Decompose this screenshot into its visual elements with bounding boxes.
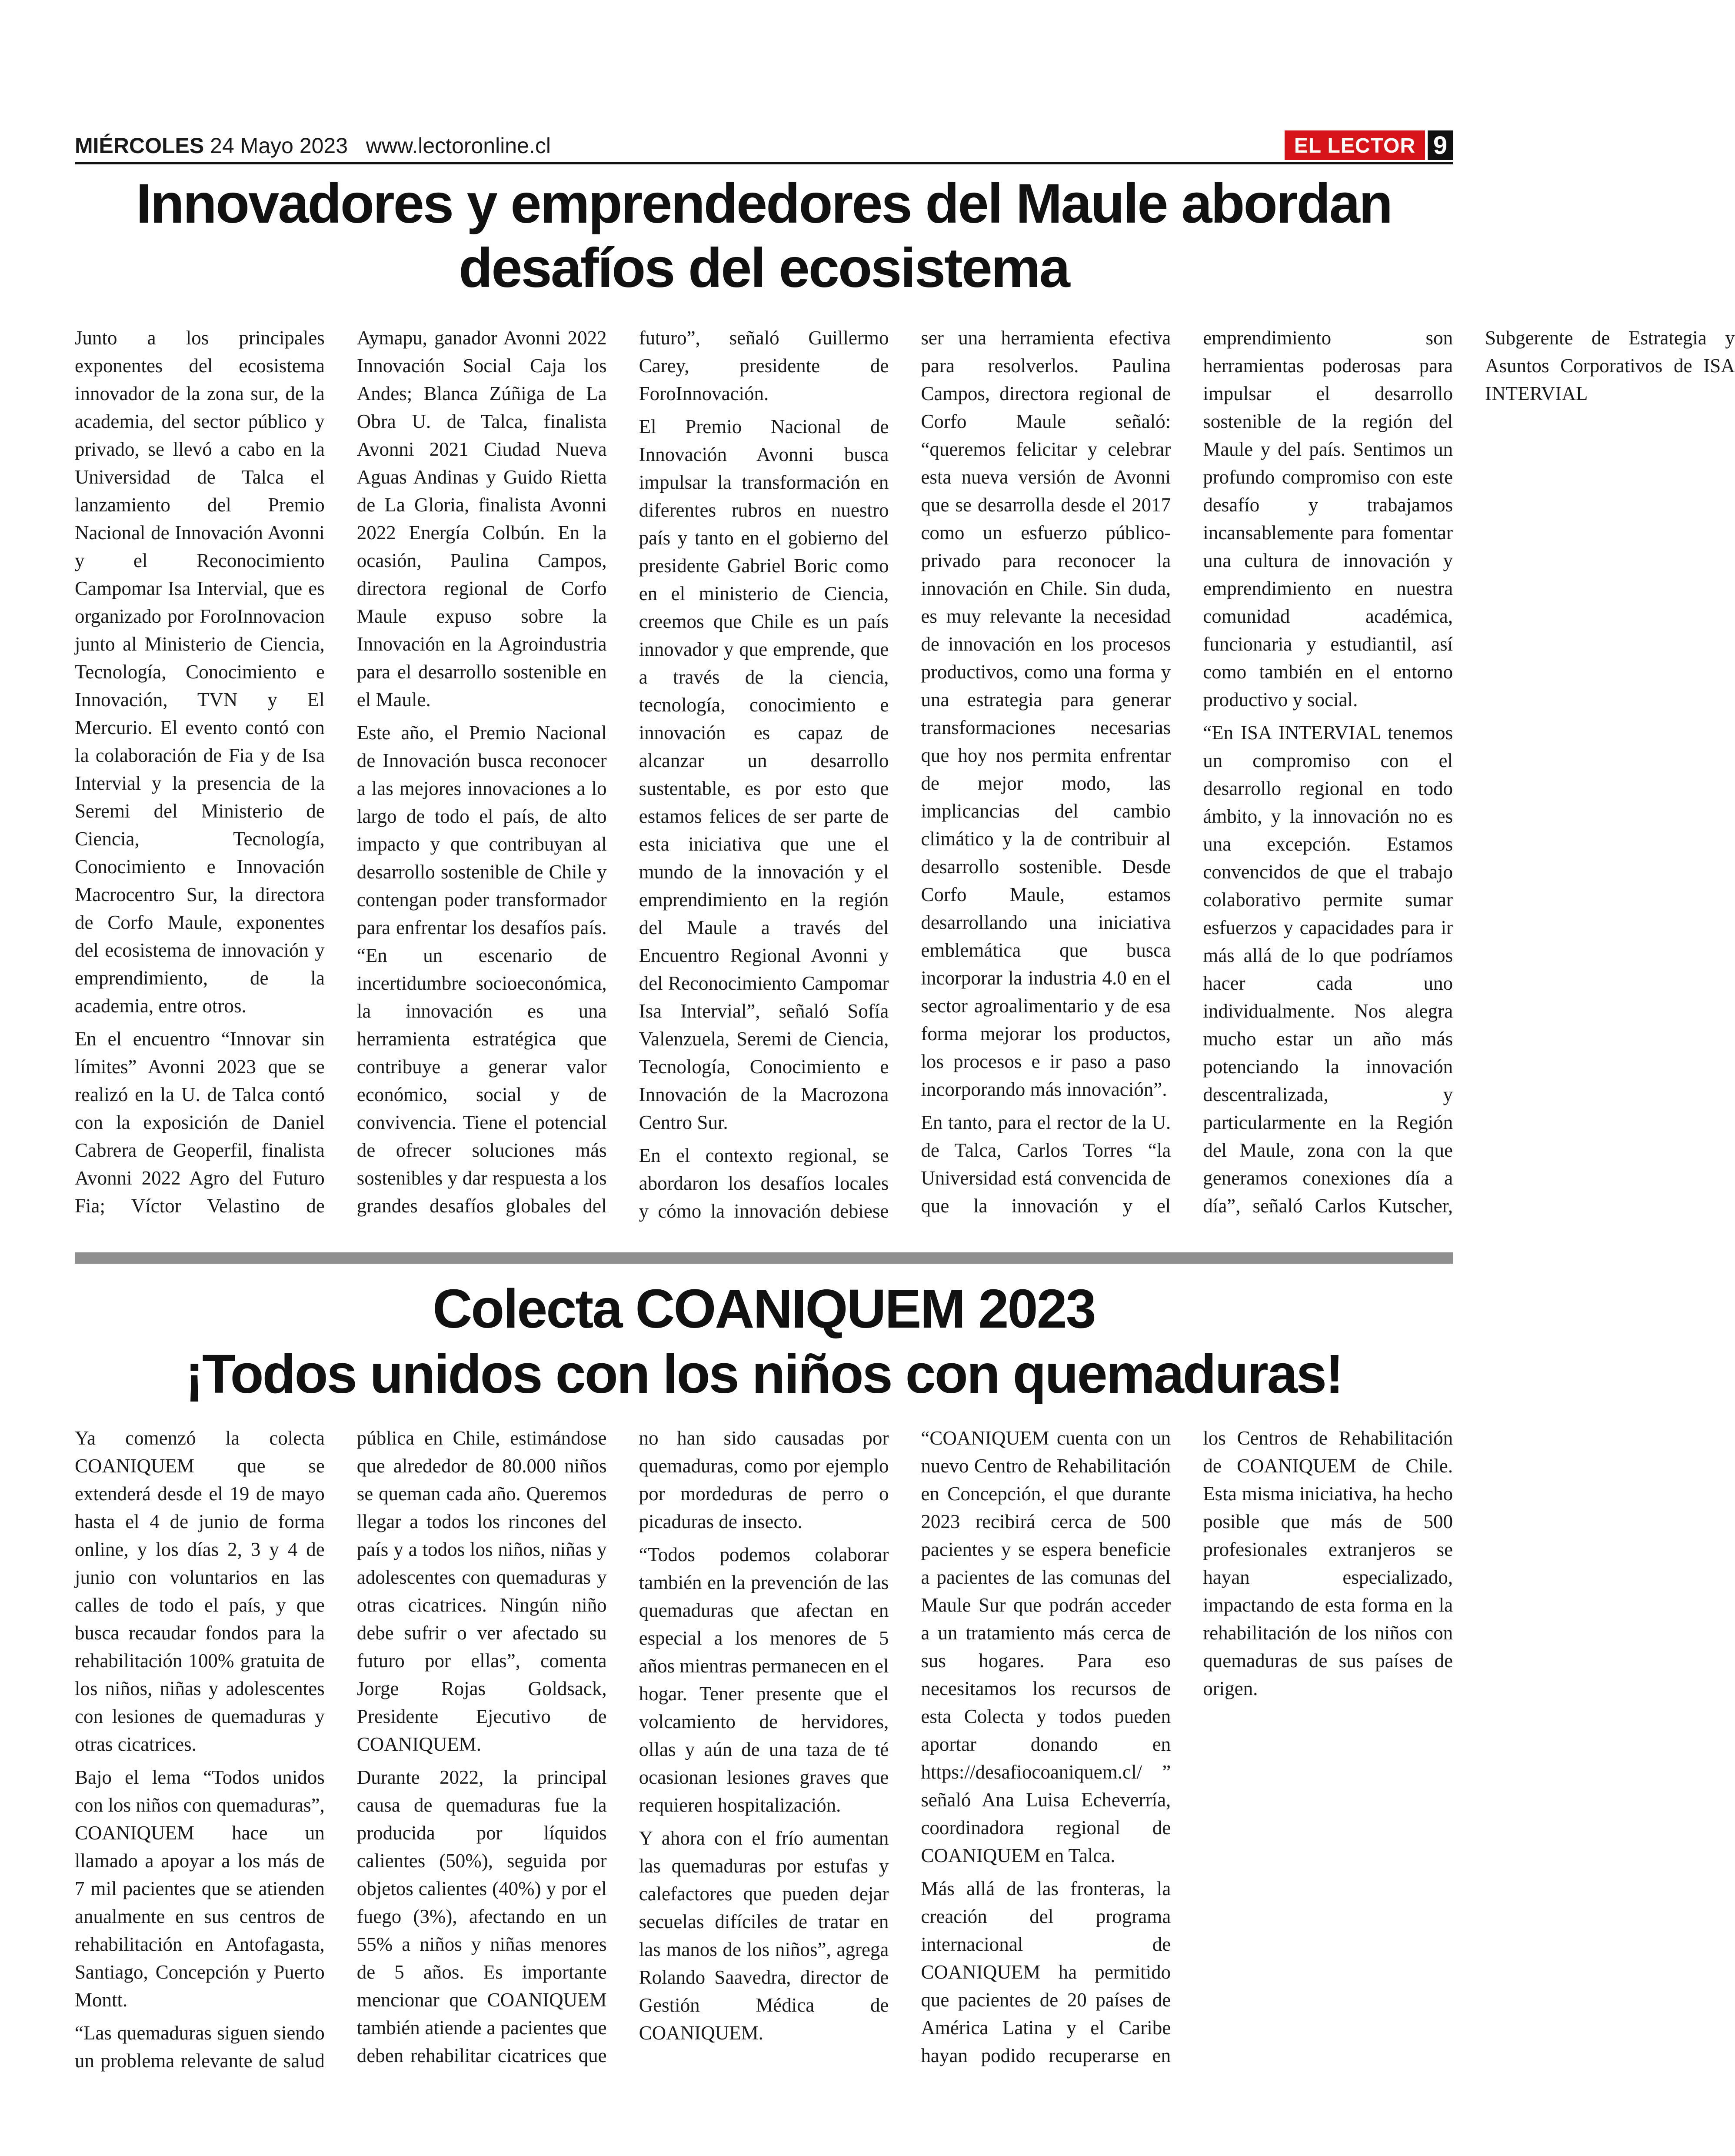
article-2-paragraph: “COANIQUEM cuenta con un nuevo Centro de Rehabilitación en Concepción, el que durante 2023 recibirá cerca de 500 pacientes y se espera beneficie a pacientes de las comunas del Maule Sur que podrán acceder a un tratamiento más cerca de sus hogares. Para eso necesitamos los recursos de esta Colecta y todos pueden aportar donando en https://desafiocoaniquem.cl/ ” señaló Ana Luisa Echeverría, coordinadora regional de COANIQUEM en Talca.: [921, 1427, 1171, 1866]
article-2-paragraph: Ya comenzó la colecta COANIQUEM que se extenderá desde el 19 de mayo hasta el 4 de junio de forma online, y los días 2, 3 y 4 de junio con voluntarios en las calles de todo el país, y que busca recaudar fondos para la rehabilitación 100% gratuita de los niños, niñas y adolescentes con lesiones de quemaduras y otras cicatrices.: [75, 1427, 325, 1755]
article-1-paragraph: En el contexto regional, se abordaron los desafíos locales y cómo la innovación debiese ser una herramienta efectiva para resolverlos. Paulina Campos, directora regional de Corfo Maule señaló: “queremos felicitar y celebrar esta nueva versión de Avonni que se desarrolla desde el 2017 como un esfuerzo público-privado para reconocer la innovación en Chile. Sin duda, es muy relevante la necesidad de innovación en los procesos productivos, como una forma y una estrategia para generar transformaciones necesarias que hoy nos permita enfrentar de mejor modo, las implicancias del cambio climático y la de contribuir al desarrollo sostenible. Desde Corfo Maule, estamos desarrollando una iniciativa emblemática que busca incorporar la industria 4.0 en el sector agroalimentario y de esa forma mejorar los productos, los procesos e ir paso a paso incorporando más innovación”.: [639, 327, 1171, 1222]
article-2-paragraph: Durante 2022, la principal causa de quemaduras fue la producida por líquidos calientes (50%), seguida por objetos calientes (40%) y por el fuego (3%), afectando en un 55% a niños y niñas menores de 5 años. Es importante mencionar que COANIQUEM también atiende a pacientes que deben rehabilitar cicatrices que no han sido causadas por quemaduras, como por ejemplo por mordeduras de perro o picaduras de insecto.: [356, 1427, 889, 2066]
article-1-paragraph: “En ISA INTERVIAL tenemos un compromiso con el desarrollo regional en todo ámbito, y la innovación no es una excepción. Estamos convencidos de que el trabajo colaborativo permite sumar esfuerzos y capacidades para ir más allá de lo que podríamos hacer cada uno individualmente. Nos alegra mucho estar un año más potenciando la innovación descentralizada, y particularmente en la Región del Maule, zona con la que generamos conexiones día a día”, señaló Carlos Kutscher, Subgerente de Estrategia y Asuntos Corporativos de ISA INTERVIAL: [1203, 327, 1735, 1217]
page-number: 9: [1428, 130, 1453, 160]
date-line: [75, 133, 551, 158]
article-1-paragraph: El Premio Nacional de Innovación Avonni busca impulsar la transformación en diferentes rubros en nuestro país y tanto en el gobierno del presidente Gabriel Boric como en el ministerio de Ciencia, creemos que Chile es un país innovador y que emprende, que a través de la ciencia, tecnología, conocimiento e innovación es capaz de alcanzar un desarrollo sustentable, es por esto que estamos felices de ser parte de esta iniciativa que une el mundo de la innovación y el emprendimiento en la región del Maule a través del Encuentro Regional Avonni y del Reconocimiento Campomar Isa Intervial”, señaló Sofía Valenzuela, Seremi de Ciencia, Tecnología, Conocimiento e Innovación de la Macrozona Centro Sur.: [639, 416, 889, 1133]
article-1-paragraph: Junto a los principales exponentes del ecosistema innovador de la zona sur, de la academia, del sector público y privado, se llevó a cabo en la Universidad de Talca el lanzamiento del Premio Nacional de Innovación Avonni y el Reconocimiento Campomar Isa Intervial, que es organizado por ForoInnovacion junto al Ministerio de Ciencia, Tecnología, Conocimiento e Innovación, TVN y El Mercurio. El evento contó con la colaboración de Fia y de Isa Intervial y la presencia de la Seremi del Ministerio de Ciencia, Tecnología, Conocimiento e Innovación Macrocentro Sur, la directora de Corfo Maule, exponentes del ecosistema de innovación y emprendimiento, de la academia, entre otros.: [75, 327, 325, 1017]
article-1-body: [75, 324, 1735, 1235]
article-2-title-line-1: Colecta COANIQUEM 2023: [433, 1278, 1095, 1339]
article-2-title-line-2: ¡Todos unidos con los niños con quemaduras!: [185, 1343, 1342, 1405]
article-2-title: [75, 1276, 1453, 1407]
weekday: MIÉRCOLES: [75, 133, 204, 158]
article-2-paragraph: “Todos podemos colaborar también en la prevención de las quemaduras que afectan en especial a los menores de 5 años mientras permanecen en el hogar. Tener presente que el volcamiento de hervidores, ollas y aún de una taza de té ocasionan lesiones graves que requieren hospitalización.: [639, 1544, 889, 1816]
article-1-paragraph: En tanto, para el rector de la U. de Talca, Carlos Torres “la Universidad está convencida de que la innovación y el emprendimiento son herramientas poderosas para impulsar el desarrollo sostenible de la región del Maule y del país. Sentimos un profundo compromiso con este desafío y trabajamos incansablemente para fomentar una cultura de innovación y emprendimiento en nuestra comunidad académica, funcionaria y estudiantil, así como también en el entorno productivo y social.: [921, 327, 1453, 1217]
article-2-paragraph: Bajo el lema “Todos unidos con los niños con quemaduras”, COANIQUEM hace un llamado a apoyar a los más de 7 mil pacientes que se atienden anualmente en sus centros de rehabilitación en Antofagasta, Santiago, Concepción y Puerto Montt.: [75, 1766, 325, 2011]
page-header: [75, 130, 1453, 164]
newspaper-logo: [1285, 130, 1453, 160]
article-1-paragraph: En el encuentro “Innovar sin límites” Avonni 2023 que se realizó en la U. de Talca contó con la exposición de Daniel Cabrera de Geoperfil, finalista Avonni 2022 Agro del Futuro Fia; Víctor Velastino de Aymapu, ganador Avonni 2022 Innovación Social Caja los Andes; Blanca Zúñiga de La Obra U. de Talca, finalista Avonni 2021 Ciudad Nueva Aguas Andinas y Guido Rietta de La Gloria, finalista Avonni 2022 Energía Colbún. En la ocasión, Paulina Campos, directora regional de Corfo Maule expuso sobre la Innovación en la Agroindustria para el desarrollo sostenible en el Maule.: [75, 327, 607, 1217]
article-2-paragraph: Y ahora con el frío aumentan las quemaduras por estufas y calefactores que pueden dejar secuelas difíciles de tratar en las manos de los niños”, agrega Rolando Saavedra, director de Gestión Médica de COANIQUEM.: [639, 1827, 889, 2044]
issue-date: 24 Mayo 2023: [210, 133, 348, 158]
logo-text: EL LECTOR: [1285, 130, 1425, 160]
article-1-title-line-2: desafíos del ecosistema: [459, 237, 1069, 299]
article-1-title-line-1: Innovadores y emprendedores del Maule abordan: [136, 173, 1392, 235]
article-2-paragraph: Más allá de las fronteras, la creación del programa internacional de COANIQUEM ha permitido que pacientes de 20 países de América Latina y el Caribe hayan podido recuperarse en los Centros de Rehabilitación de COANIQUEM de Chile. Esta misma iniciativa, ha hecho posible que más de 500 profesionales extranjeros se hayan especializado, impactando de esta forma en la rehabilitación de los niños con quemaduras de sus países de origen.: [921, 1427, 1453, 2066]
article-1-title: [75, 172, 1453, 300]
section-divider: [75, 1252, 1453, 1264]
article-2-body: [75, 1424, 1453, 2089]
website-link[interactable]: www.lectoronline.cl: [366, 133, 551, 158]
article-2-paragraph: “Las quemaduras siguen siendo un problema relevante de salud pública en Chile, estimándose que alrededor de 80.000 niños se queman cada año. Queremos llegar a todos los rincones del país y a todos los niños, niñas y adolescentes con quemaduras y otras cicatrices. Ningún niño debe sufrir o ver afectado su futuro por ellas”, comenta Jorge Rojas Goldsack, Presidente Ejecutivo de COANIQUEM.: [75, 1427, 607, 2072]
article-1-paragraph: Este año, el Premio Nacional de Innovación busca reconocer a las mejores innovaciones a lo largo de todo el país, de alto impacto y que contribuyan al desarrollo sostenible de Chile y contengan poder transformador para enfrentar los desafíos país. “En un escenario de incertidumbre socioeconómica, la innovación es una herramienta estratégica que contribuye a generar valor económico, social y de convivencia. Tiene el potencial de ofrecer soluciones más sostenibles y dar respuesta a los grandes desafíos globales del futuro”, señaló Guillermo Carey, presidente de ForoInnovación.: [356, 327, 889, 1217]
